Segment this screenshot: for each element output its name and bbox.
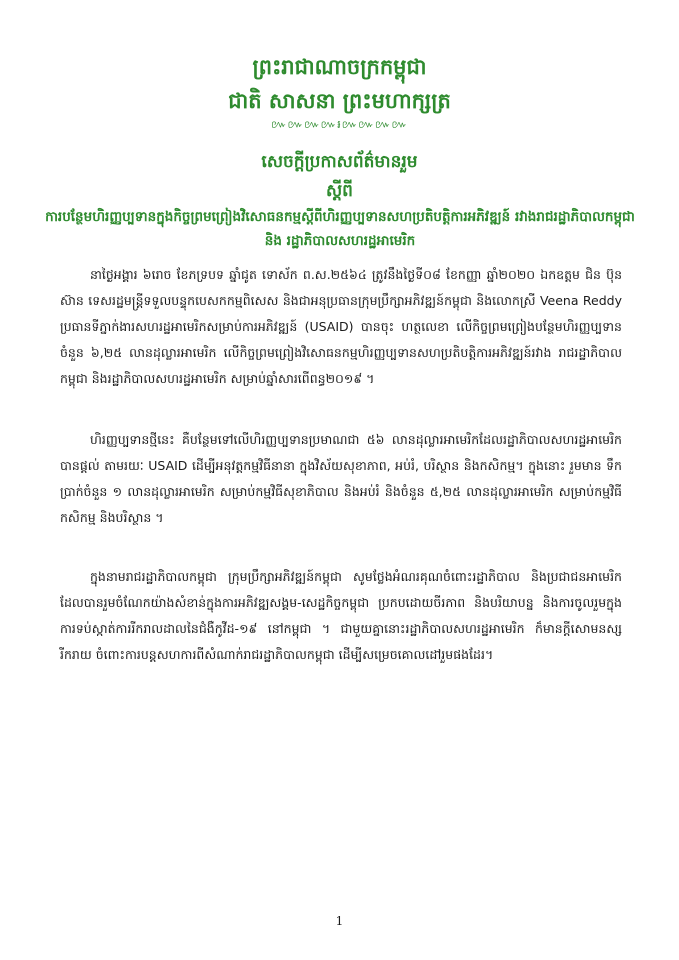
kingdom-title: ព្រះរាជាណាចក្រកម្ពុជា xyxy=(252,55,427,79)
paragraph-3-text: ក្នុងនាមរាជរដ្ឋាភិបាលកម្ពុជា ក្រុមប្រឹក្សាអភិវឌ្ឍន៍កម្ពុជា សូមថ្លែងអំណរគុណចំពោះរដ្ឋាភិបាល និងប្រជាជនអាមេរិក ដែលបានរួមចំណែកយ៉ាងសំខាន់ក្នុងការអភិវឌ្ឍសង្គម-សេដ្ឋកិច្ចកម្ពុជា ប្រកបដោយចីរភាព និងបរិយាបន្ន និងការចូលរួមក្នុងការទប់ស្កាត់ការរីករាលដាលនៃជំងឺកូវីដ-១៩ នៅកម្ពុជា ។ ជាមួយគ្នានោះរដ្ឋាភិបាលសហរដ្ឋអាមេរិក ក៏មានក្តីសោមនស្សរីករាយ ចំពោះការបន្តសហការពីសំណាក់រាជរដ្ឋាភិបាលកម្ពុជា ដើម្បីសម្រេចគោលដៅរួមផងដែរ។ xyxy=(60,569,622,662)
ornament-divider: ៚៚៚៚៛៚៚៚៚ xyxy=(270,118,409,131)
paragraph-3 xyxy=(60,564,622,668)
national-motto: ជាតិ សាសនា ព្រះមហាក្សត្រ xyxy=(228,89,451,113)
paragraph-2-text: ហិរញ្ញប្បទានថ្មីនេះ គឺបន្ថែមទៅលើហិរញ្ញប្បទានប្រមាណជា ៥៦ លានដុល្លារអាមេរិកដែលរដ្ឋាភិបាលសហរដ្ឋអាមេរិកបានផ្តល់ តាមរយៈ USAID ដើម្បីអនុវត្តកម្មវិធីនានា ក្នុងវិស័យសុខាភាព, អប់រំ, បរិស្ថាន និងកសិកម្ម។ ក្នុងនោះ រួមមាន ទឹកប្រាក់ចំនួន ១ លានដុល្លារអាមេរិក សម្រាប់កម្មវិធីសុខាភិបាល និងអប់រំ និងចំនួន ៥,២៥ លានដុល្លារអាមេរិក សម្រាប់កម្មវិធីកសិកម្ម និងបរិស្ថាន ។ xyxy=(60,432,622,525)
about-label: ស្តីពី xyxy=(326,181,353,201)
page-number: 1 xyxy=(335,914,344,928)
paragraph-1 xyxy=(60,262,622,392)
paragraph-2 xyxy=(60,427,622,531)
paragraph-1-text: នាថ្ងៃអង្គារ ៦រោច ខែភទ្របទ ឆ្នាំជូត ទោស័ក ព.ស.២៥៦៤ ត្រូវនឹងថ្ងៃទី០៨ ខែកញ្ញា ឆ្នាំ២០២០ ឯកឧត្តម ជិន ប៊ុនស៊ាន ទេសរដ្ឋមន្ត្រីទទួលបន្ទុកបេសកកម្មពិសេស និងជាអនុប្រធានក្រុមប្រឹក្សាអភិវឌ្ឍន៍កម្ពុជា និងលោកស្រី Veena Reddy ប្រធានទីភ្នាក់ងារសហរដ្ឋអាមេរិកសម្រាប់ការអភិវឌ្ឍន៍ (USAID) បានចុះ ហត្ថលេខា លើកិច្ចព្រមព្រៀងបន្ថែមហិរញ្ញប្បទាន ចំនួន ៦,២៥ លានដុល្លារអាមេរិក លើកិច្ចព្រមព្រៀងវិសោធនកម្មហិរញ្ញប្បទានសហប្រតិបត្តិការអភិវឌ្ឍន៍រវាង រាជរដ្ឋាភិបាលកម្ពុជា និងរដ្ឋាភិបាលសហរដ្ឋអាមេរិក សម្រាប់ឆ្នាំសារពើពន្ធ២០១៩ ។ xyxy=(60,267,622,386)
document-type-title: សេចក្តីប្រកាសព័ត៌មានរួម xyxy=(261,152,418,172)
subject-heading: ការបន្ថែមហិរញ្ញប្បទានក្នុងកិច្ចព្រមព្រៀងវិសោធនកម្មស្តីពីហិរញ្ញប្បទានសហប្រតិបត្តិការអភិវឌ្ឍន៍ រវាងរាជរដ្ឋាភិបាលកម្ពុជា និង រដ្ឋាភិបាលសហរដ្ឋអាមេរិក xyxy=(45,209,635,249)
